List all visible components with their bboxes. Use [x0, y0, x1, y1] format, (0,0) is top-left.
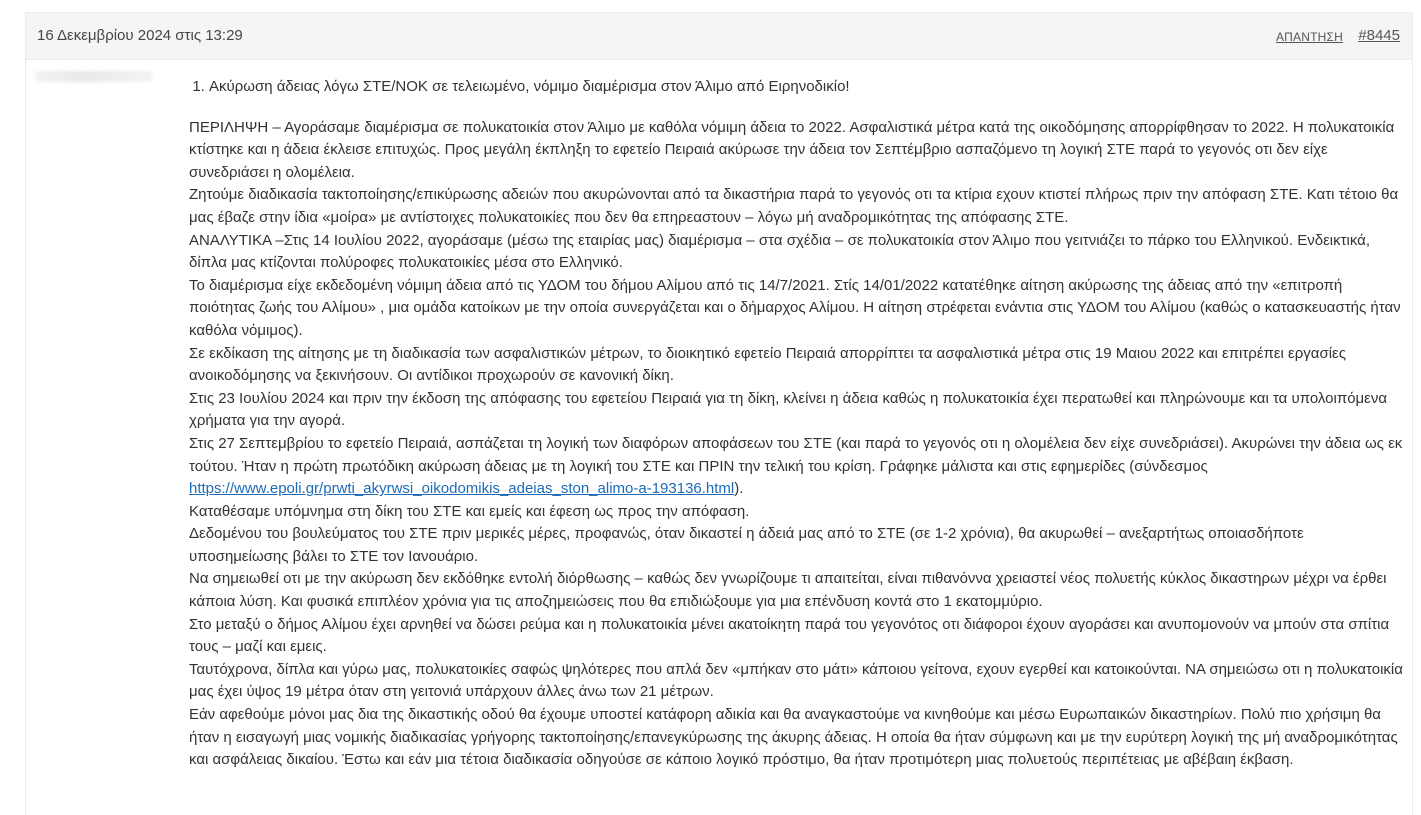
comment-header — [26, 13, 1412, 60]
paragraph-ruling: Δεδομένου του βουλεύματος του ΣΤΕ πριν μερικές μέρες, προφανώς, όταν δικαστεί η άδειά μας από το ΣΤΕ (σε 1-2 χρόνια), θα ακυρωθεί – ανεξαρτήτως οποιασδήποτε υποσημείωσης βάλει το ΣΤΕ τον Ιανουάριο. — [189, 525, 1304, 565]
comment-body — [189, 76, 1404, 772]
paragraph-annulment — [189, 433, 1404, 501]
reply-button[interactable]: ΑΠΑΝΤΗΣΗ — [1275, 30, 1343, 44]
article-link[interactable]: https://www.epoli.gr/prwti_akyrwsi_oikodomikis_adeias_ston_alimo-a-193136.html — [189, 480, 735, 498]
paragraph-electricity: Στο μεταξύ ο δήμος Αλίμου έχει αρνηθεί να δώσει ρεύμα και η πολυκατοικία μένει ακατοίκητη παρά του γεγονότος οτι διάφοροι έχουν αγοράσει και ανυπομονούν να μπούν στα σπίτια τους – μαζί και εμεις. — [189, 615, 1390, 656]
comment-date: 16 Δεκεμβρίου 2024 στις 13:29 — [37, 27, 243, 44]
paragraph-annulment-suffix: ). — [734, 480, 744, 498]
paragraph-memo: Καταθέσαμε υπόμνημα στη δίκη του ΣΤΕ και εμείς και έφεση ως προς την απόφαση. — [189, 502, 750, 520]
paragraph-neighbours: Ταυτόχρονα, δίπλα και γύρω μας, πολυκατοικίες σαφώς ψηλότερες που απλά δεν «μπήκαν στο μάτι» κάποιου γείτονα, εχουν εγερθεί και κατοικούνται. ΝΑ σημειώσω οτι η πολυκατοικία μας έχει ύψος 19 μέτρα όταν στη γειτονιά υπάρχουν άλλες άνω των 21 μέτρων. — [189, 660, 1403, 701]
paragraph-permit-closed: Στις 23 Ιουλίου 2024 και πριν την έκδοση της απόφασης του εφετείου Πειραιά για τη δίκη, κλείνει η άδεια καθώς η πολυκατοικία έχει περατωθεί και πληρώνουμε και τα υπολοιπόμενα χρήματα για την αγορά. — [189, 389, 1388, 430]
paragraph-correction: Να σημειωθεί οτι με την ακύρωση δεν εκδόθηκε εντολή διόρθωσης – καθώς δεν γνωρίζουμε τι απαιτείται, είναι πιθανόννα χρειαστεί νέος πολυετής κύκλος δικαστηρων μέχρι να έρθει κάποια λύση. Και φυσικά επιπλέον χρόνια για τις αποζημειώσεις που θα επιδιώξουμε για μια επένδυση κοντά στο 1 εκατομμύριο. — [189, 570, 1387, 611]
paragraph-conclusion: Εάν αφεθούμε μόνοι μας δια της δικαστικής οδού θα έχουμε υποστεί κατάφορη αδικία και θα αναγκαστούμε να κινηθούμε και μέσω Ευρωπαικών δικαστηρίων. Πολύ πιο χρήσιμη θα ήταν η εισαγωγή μιας νομικής διαδικασίας γρήγορης τακτοποίησης/επανεγκύρωσης της άκυρης άδειας. Η οποία θα ήταν σύμφωνη και με την ευρύτερη λογική της μή αναδρομικότητας και ασφάλειας δικαίου. Έστω και εάν μια τέτοια διαδικασία οδηγούσε σε κάποιο λογικό πρόστιμο, θα ήταν προτιμότερη μιας πολυετούς περιπέτειας με αβέβαιη έκβαση. — [189, 706, 1398, 769]
author-name-redacted — [35, 71, 153, 82]
title-item: 1. Ακύρωση άδειας λόγω ΣΤΕ/ΝΟΚ σε τελειωμένο, νόμιμο διαμέρισμα στον Άλιμο από Ειρηνοδικίο! — [209, 76, 1404, 99]
paragraph-request: Ζητούμε διαδικασία τακτοποίησης/επικύρωσης αδειών που ακυρώνονται από τα δικαστήρια παρά το γεγονός οτι τα κτίρια εχουν κτιστεί πλήρως πριν την απόφαση ΣΤΕ. Κατι τέτοιο θα μας έβαζε στην ίδια «μοίρα» με αντίστοιχες πολυκατοικίες που δεν θα επηρεαστουν – λόγω μή αναδρομικότητας της απόφασης ΣΤΕ. — [189, 186, 1399, 226]
title-list — [189, 76, 1404, 99]
comment-author — [35, 71, 155, 85]
paragraph-permit: Το διαμέρισμα είχε εκδεδομένη νόμιμη άδεια από τις ΥΔΟΜ του δήμου Αλίμου από τις 14/7/2021. Στίς 14/01/2022 κατατέθηκε αίτηση ακύρωσης της άδειας από την «επιτροπή ποιότητας ζωής του Αλίμου» , μια ομάδα κατοίκων με την οποία συνεργάζεται και ο δήμαρχος Αλίμου. Η αίτηση στρέφεται ενάντια στις ΥΔΟΜ του Αλίμου (καθώς ο κατασκευαστής ήταν καθόλα νόμιμος). — [189, 276, 1401, 339]
comment-permalink[interactable]: #8445 — [1358, 27, 1400, 44]
paragraph-annulment-text: Στις 27 Σεπτεμβρίου το εφετείο Πειραιά, ασπάζεται τη λογική των διαφόρων αποφάσεων του ΣΤΕ (και παρά το γεγονός οτι η ολομέλεια δεν είχε συνεδριάσει). Ακυρώνει την άδεια ως εκ τούτου. Ήταν η πρώτη πρωτόδικη ακύρωση άδειας με τη λογική του ΣΤΕ και ΠΡΙΝ την τελική του κρίση. Γράφηκε μάλιστα και στις εφημερίδες (σύνδεσμος — [189, 434, 1403, 475]
comment — [25, 12, 1413, 815]
paragraph-summary: ΠΕΡΙΛΗΨΗ – Αγοράσαμε διαμέρισμα σε πολυκατοικία στον Άλιμο με καθόλα νόμιμη άδεια το 2022. Ασφαλιστικά μέτρα κατά της οικοδόμησης απορρίφθησαν το 2022. Η πολυκατοικία κτίστηκε και η άδεια έκλεισε επιτυχώς. Προς μεγάλη έκπληξη το εφετείο Πειραιά ακύρωσε την άδεια τον Σεπτέμβριο ασπαζόμενο τη λογική ΣΤΕ παρά το γεγονός οτι δεν είχε συνεδριάσει η ολομέλεια. — [189, 118, 1395, 181]
paragraph-details: ΑΝΑΛΥΤΙΚΑ –Στις 14 Ιουλίου 2022, αγοράσαμε (μέσω της εταιρίας μας) διαμέρισμα – στα σχέδια – σε πολυκατοικία στον Άλιμο που γειτνιάζει το πάρκο του Ελληνικού. Ενδεικτικά, δίπλα μας κτίζονται πολύροφες πολυκατοικίες μέσα στο Ελληνικό. — [189, 231, 1371, 272]
paragraph-interim-measures: Σε εκδίκαση της αίτησης με τη διαδικασία των ασφαλιστικών μέτρων, το διοικητικό εφετείο Πειραιά απορρίπτει τα ασφαλιστικά μέτρα στις 19 Μαιου 2022 και επιτρέπει εργασίες ανοικοδόμησης να ξεκινήσουν. Οι αντίδικοι προχωρούν σε κανονική δίκη. — [189, 344, 1346, 385]
